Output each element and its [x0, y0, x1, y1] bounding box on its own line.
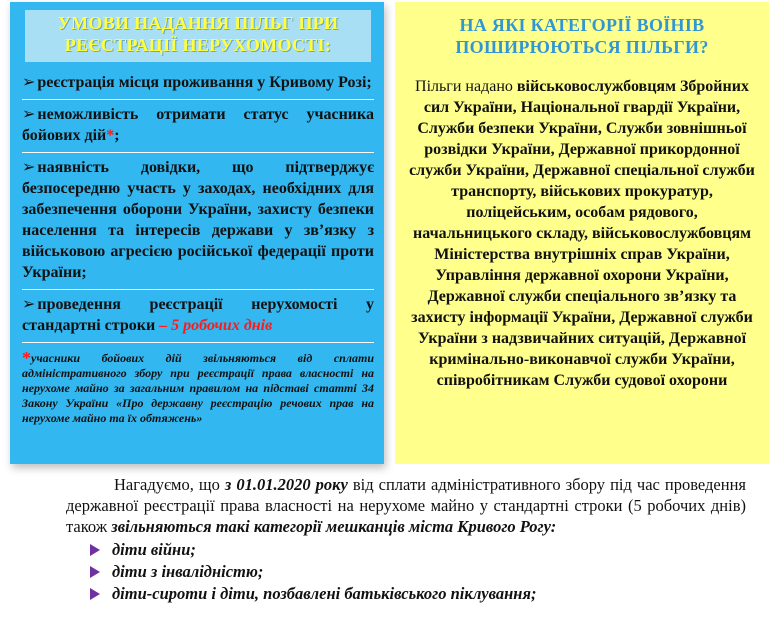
condition-text: неможливість отримати статус учасника бойових дій — [22, 106, 374, 144]
footnote-star: * — [106, 127, 115, 144]
effective-date: з 01.01.2020 року — [224, 475, 348, 494]
footnote-text: учасники бойових дій звільняються від сплати адміністративного збору при реєстрації права власності на нерухоме майно за загальним правилом на підставі статті 34 Закону України «Про державну реєстрацію речових прав на нерухоме майно та їх обтяжень» — [22, 351, 374, 425]
reminder-paragraph — [66, 474, 746, 537]
condition-item — [22, 68, 374, 100]
reminder-text-start: Нагадуємо, що — [114, 475, 225, 494]
bullet-arrow-icon: ➢ — [22, 159, 36, 176]
list-item-text: діти-сироти і діти, позбавлені батьківського піклування; — [112, 584, 537, 603]
bullet-arrow-icon: ➢ — [22, 296, 36, 313]
arrow-bullet-icon — [90, 544, 100, 556]
condition-text: реєстрація місця проживання у Кривому Розі; — [37, 74, 372, 91]
bullet-arrow-icon: ➢ — [22, 106, 36, 123]
list-item-text: діти з інвалідністю; — [112, 562, 264, 581]
categories-list: військовослужбовцям Збройних сил України, Національної гвардії України, Служби безпеки України, Служби зовнішньої розвідки України, Державної прикордонної служби України, Державної спеціальної служби транспорту, військових прокуратур, поліцейським, особам рядового, начальницького складу, військовослужбовцям Міністерства внутрішніх справ України, Управління державної охорони України, Державної служби спеціального зв’язку та захисту інформації України, Державної служби України з надзвичайних ситуацій, Державної кримінально-виконавчої служби України, співробітникам Служби судової охорони — [409, 78, 755, 389]
conditions-panel — [10, 2, 384, 464]
list-item — [90, 561, 746, 582]
exempt-categories-list — [90, 539, 746, 604]
categories-title: НА ЯКІ КАТЕГОРІЇ ВОЇНІВ ПОШИРЮЮТЬСЯ ПІЛЬГИ? — [455, 15, 709, 57]
reminder-section — [66, 474, 746, 605]
list-item — [90, 539, 746, 560]
categories-intro: Пільги надано — [415, 78, 517, 95]
deadline-highlight: 5 робочих днів — [171, 317, 273, 334]
footnote-star: * — [22, 348, 31, 368]
reminder-text-middle: від сплати адміністративного збору під час проведення державної реєстрації права власності на нерухоме майно у стандартні строки (5 робочих днів) також — [66, 475, 746, 536]
condition-punct: ; — [114, 127, 120, 144]
list-item — [90, 583, 746, 604]
arrow-bullet-icon — [90, 566, 100, 578]
arrow-bullet-icon — [90, 588, 100, 600]
condition-item — [22, 153, 374, 290]
bullet-arrow-icon: ➢ — [22, 74, 36, 91]
condition-item — [22, 290, 374, 343]
footnote — [22, 343, 374, 426]
condition-text: наявність довідки, що підтверджує безпосередню участь у заходах, необхідних для забезпечення оборони України, захисту безпеки населення та інтересів держави у зв’язку з військовою агресією російської федерації проти України; — [22, 159, 374, 281]
categories-panel — [395, 2, 769, 464]
list-item-text: діти війни; — [112, 540, 196, 559]
condition-text: проведення реєстрації нерухомості у стандартні строки — [22, 296, 374, 334]
conditions-title: УМОВИ НАДАННЯ ПІЛЬГ ПРИ РЕЄСТРАЦІЇ НЕРУХОМОСТІ: — [25, 10, 371, 62]
exempt-categories-heading: звільняються такі категорії мешканців міста Кривого Рогу: — [111, 517, 557, 536]
condition-dash: – — [155, 317, 172, 334]
condition-item — [22, 100, 374, 153]
categories-text — [409, 76, 755, 391]
